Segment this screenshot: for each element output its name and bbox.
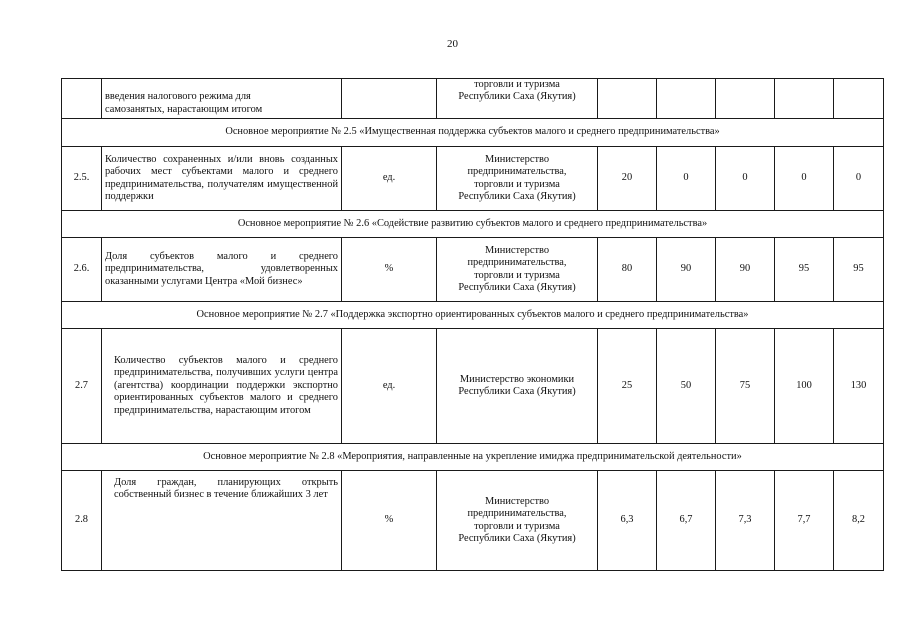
section-row [62,302,884,329]
value-cell: 8,2 [834,471,884,571]
indicator-cell [102,79,342,119]
section-title: Основное мероприятие № 2.7 «Поддержка экспортно ориентированных субъектов малого и среднего предпринимательства» [62,302,884,329]
unit-cell: ед. [342,329,437,444]
value-cell: 100 [775,329,834,444]
responsible-cell: Министерство предпринимательства, торговли и туризма Республики Саха (Якутия) [437,147,598,211]
indicator-text: введения налогового режима для самозанятых, нарастающим итогом [105,91,263,115]
value-cell: 95 [834,238,884,302]
value-cell: 130 [834,329,884,444]
value-cell: 7,3 [716,471,775,571]
unit-cell: ед. [342,147,437,211]
value-cell [657,79,716,119]
table-row [62,471,884,571]
value-cell: 0 [834,147,884,211]
section-row [62,119,884,147]
value-cell: 25 [598,329,657,444]
row-number-cell: 2.6. [62,238,102,302]
value-cell: 90 [657,238,716,302]
unit-cell: % [342,238,437,302]
value-cell [598,79,657,119]
table-row [62,79,884,119]
value-cell [834,79,884,119]
value-cell: 50 [657,329,716,444]
table-row [62,238,884,302]
row-number-cell [62,79,102,119]
section-row [62,211,884,238]
section-title: Основное мероприятие № 2.6 «Содействие развитию субъектов малого и среднего предпринимательства» [62,211,884,238]
table-row [62,329,884,444]
indicator-cell: Количество сохраненных и/или вновь созданных рабочих мест субъектами малого и среднего предпринимательства, получателям имущественной поддержки [102,147,342,211]
value-cell: 90 [716,238,775,302]
section-title: Основное мероприятие № 2.5 «Имущественная поддержка субъектов малого и среднего предпринимательства» [62,119,884,147]
indicators-table [61,78,884,571]
section-title: Основное мероприятие № 2.8 «Мероприятия, направленные на укрепление имиджа предпринимательской деятельности» [62,444,884,471]
value-cell: 95 [775,238,834,302]
indicator-cell: Количество субъектов малого и среднего предпринимательства, получивших услуги центра (агентства) координации поддержки экспортно ориентированных субъектов малого и среднего предпринимательства, нарастающим итогом [102,329,342,444]
page-number: 20 [447,38,458,50]
responsible-cell: Министерство предпринимательства, торговли и туризма Республики Саха (Якутия) [437,238,598,302]
indicator-cell: Доля субъектов малого и среднего предпринимательства, удовлетворенных оказанными услугами Центра «Мой бизнес» [102,238,342,302]
section-row [62,444,884,471]
value-cell: 0 [716,147,775,211]
unit-cell [342,79,437,119]
table-row [62,147,884,211]
value-cell: 20 [598,147,657,211]
row-number-cell: 2.5. [62,147,102,211]
value-cell: 6,3 [598,471,657,571]
value-cell: 6,7 [657,471,716,571]
value-cell [775,79,834,119]
responsible-cell: Министерство экономики Республики Саха (Якутия) [437,329,598,444]
responsible-cell: торговли и туризма Республики Саха (Якутия) [437,79,598,119]
value-cell: 0 [657,147,716,211]
value-cell: 7,7 [775,471,834,571]
row-number-cell: 2.7 [62,329,102,444]
value-cell: 75 [716,329,775,444]
value-cell: 80 [598,238,657,302]
value-cell: 0 [775,147,834,211]
indicator-cell: Доля граждан, планирующих открыть собственный бизнес в течение ближайших 3 лет [102,471,342,571]
value-cell [716,79,775,119]
responsible-cell: Министерство предпринимательства, торговли и туризма Республики Саха (Якутия) [437,471,598,571]
unit-cell: % [342,471,437,571]
row-number-cell: 2.8 [62,471,102,571]
